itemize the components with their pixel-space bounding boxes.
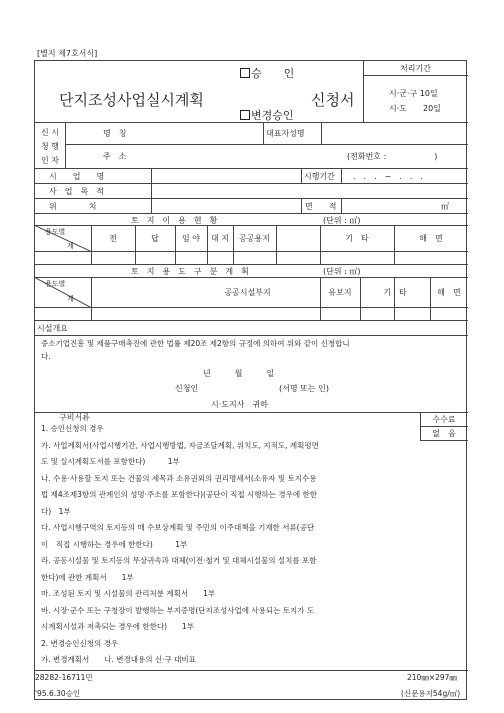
land-use-col-public: 공공용지 (239, 234, 270, 243)
docs-line: 이 직접 시행하는 경우에 한한다) 1부 (41, 539, 188, 549)
land-plan-col-sea: 해 면 (437, 288, 461, 297)
land-use-col-forest: 임 야 (182, 234, 200, 243)
land-use-col-sea: 해 면 (419, 234, 443, 243)
applicant-line: 신청인 (175, 384, 199, 393)
statement-line-2: 다. (41, 352, 51, 361)
statement-line-1: 중소기업진흥 및 제품구매촉진에 관한 법률 제20조 제2항의 규정에 의하여 위와 같이 신청합니 (41, 339, 350, 348)
area-unit: ㎡ (441, 202, 449, 211)
docs-line: 한다)에 관한 계획서 1부 (41, 572, 134, 582)
name-label: 명 칭 (103, 129, 127, 138)
docs-line: 바. 시장·군수 또는 구청장이 발행하는 부지증명(단지조성사업에 사용되는 토지가 도 (41, 605, 315, 615)
docs-line: 가. 변경계획서 나. 변경내용의 신·구 대비표 (41, 655, 196, 664)
docs-line: 2. 변경승인신청의 경우 (41, 638, 119, 648)
fee-label: 수수료 (432, 415, 456, 424)
form-title-suffix: 신청서 (311, 91, 355, 109)
docs-line: 라. 공동시설물 및 토지등의 무상귀속과 대체(이전·철거 및 대체시설물의 설치를 포함 (41, 556, 317, 565)
docs-line: 마. 조성된 토지 및 시설물의 관리처분 계획서 1부 (41, 589, 216, 598)
land-plan-diag-top: 용도별 (45, 280, 66, 288)
form-code: 28282-16711민 (35, 673, 93, 682)
applicant-section-label: 신 시 청 행 인 자 (41, 128, 59, 165)
addressee: 시·도지사 귀하 (211, 400, 268, 409)
form-title: 단지조성사업실시계획 (59, 91, 204, 109)
docs-line: 가. 사업계획서(사업시행기간, 사업시행방법, 자금조달계획, 위치도, 지적도, 계획평면 (41, 440, 319, 450)
land-use-col-site: 대 지 (211, 234, 229, 243)
docs-line: 1. 승인신청의 경우 (41, 424, 104, 433)
land-use-diag-bottom: 계 (67, 242, 74, 250)
paper-type: (신문용지54g/㎡) (401, 689, 461, 698)
period-label: 시행기간 (304, 172, 335, 181)
phone-field[interactable]: (전화번호 : ) (347, 152, 438, 161)
processing-period-city: 시·군·구 10일 (389, 89, 438, 98)
location-label: 위 치 (49, 202, 97, 211)
form-number-label: [별지 제7호서식] (37, 49, 98, 58)
docs-line: 다) 1부 (41, 506, 71, 516)
option-change-approval[interactable]: 변경승인 (240, 107, 294, 123)
land-plan-unit: (단위 : ㎡) (323, 267, 361, 276)
processing-period-label: 처리기간 (400, 64, 431, 73)
project-name-label: 시 업 명 (49, 172, 105, 181)
signature-field[interactable]: (서명 또는 인) (279, 384, 329, 393)
land-plan-title: 토 지 용 도 구 분 계 획 (131, 267, 249, 276)
land-use-col-other: 기 타 (345, 234, 369, 243)
docs-line: 다. 사업시행구역의 토지등의 매 수보상계획 및 주민의 이주대책을 기재한 서류(공단 (41, 523, 315, 532)
land-plan-col-other: 기 타 (383, 288, 407, 297)
address-label: 주 소 (103, 152, 127, 161)
representative-label: 대표자성명 (266, 129, 305, 138)
checkbox-change-approval[interactable] (240, 110, 250, 120)
land-use-diag-top: 용도별 (45, 228, 66, 236)
purpose-label: 사 업 목 적 (49, 187, 104, 196)
docs-line: 나. 수용·사용할 토지 또는 건물의 세목과 소유권외의 권리명세서(소유자 및 토지수용 (41, 473, 317, 483)
docs-line: 도 및 실시계획도서를 포함한다) 1부 (41, 457, 180, 466)
land-use-col-field: 전 (109, 234, 117, 243)
paper-size: 210㎜×297㎜ (407, 673, 457, 682)
option-approval[interactable]: 승 인 (240, 65, 294, 81)
area-label: 면 적 (305, 202, 337, 211)
land-use-title: 토 지 이 용 현 황 (131, 216, 218, 225)
land-plan-col-reserved: 유보지 (328, 288, 352, 297)
land-plan-diag-bottom: 계 (67, 295, 74, 303)
application-form (34, 60, 467, 700)
approval-date: '95.6.30승인 (35, 689, 81, 698)
docs-line: 법 제4조제3항의 관계인의 성명·주소를 포함한다)(공단이 직접 시행하는 경우에 한한 (41, 490, 317, 499)
period-value[interactable]: . . . ~ . . . (353, 172, 423, 181)
land-plan-col-public-facility: 공공시설부지 (224, 288, 271, 297)
date-line[interactable]: 년 월 일 (203, 369, 275, 378)
checkbox-approval[interactable] (240, 68, 250, 78)
processing-period-province: 시·도 20일 (389, 104, 441, 113)
docs-title: 구비서류 (59, 413, 90, 422)
docs-line: 시계획시설과 저촉되는 경우에 한한다) 1부 (41, 622, 195, 631)
land-use-unit: (단위 : ㎡) (323, 216, 361, 225)
land-use-col-paddy: 답 (151, 234, 159, 243)
fee-value: 없 음 (432, 429, 456, 438)
facility-overview-label: 시설개요 (37, 324, 68, 333)
